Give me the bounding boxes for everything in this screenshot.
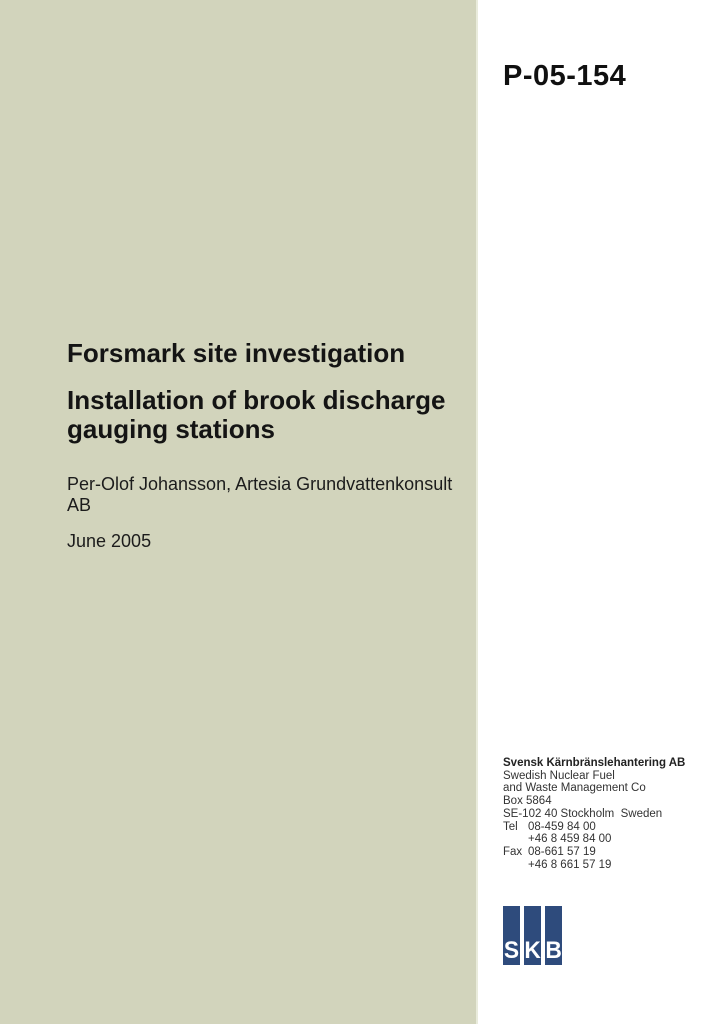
- fax-number-intl: +46 8 661 57 19: [528, 858, 612, 871]
- report-title-line-1: Installation of brook discharge: [67, 385, 446, 415]
- publisher-address-line: SE-102 40 Stockholm Sweden: [503, 807, 663, 820]
- tel-number-intl: +46 8 459 84 00: [528, 833, 612, 846]
- tel-label: Tel: [503, 820, 518, 833]
- publisher-name: Svensk Kärnbränslehantering AB: [503, 757, 686, 769]
- report-title-line-2: gauging stations: [67, 414, 275, 444]
- skb-logo-letter-s: S: [503, 937, 520, 964]
- publisher-address-line: and Waste Management Co: [503, 782, 646, 795]
- publisher-address-line: Box 5864: [503, 795, 552, 808]
- publisher-fax-line: [503, 859, 685, 872]
- fax-label: Fax: [503, 845, 523, 858]
- publisher-phone-line: [503, 821, 685, 834]
- publisher-fax-line: [503, 846, 685, 859]
- skb-logo-letter-b: B: [545, 937, 562, 964]
- skb-logo-letter-k: K: [524, 937, 541, 964]
- project-title: Forsmark site investigation: [67, 338, 406, 368]
- skb-logo: [503, 906, 562, 965]
- date-line: June 2005: [67, 531, 152, 551]
- skb-logo-bar: [503, 906, 520, 965]
- author-line: Per-Olof Johansson, Artesia Grundvattenkonsult AB: [67, 474, 453, 515]
- report-title: [67, 386, 446, 444]
- report-number: P-05-154: [503, 60, 627, 92]
- publisher-address-block: [503, 757, 685, 871]
- skb-logo-bar: [524, 906, 541, 965]
- fax-number: 08-661 57 19: [528, 845, 596, 858]
- publisher-phone-line: [503, 833, 685, 846]
- publisher-address-line: Swedish Nuclear Fuel: [503, 769, 615, 782]
- tel-number: 08-459 84 00: [528, 820, 596, 833]
- skb-logo-bar: [545, 906, 562, 965]
